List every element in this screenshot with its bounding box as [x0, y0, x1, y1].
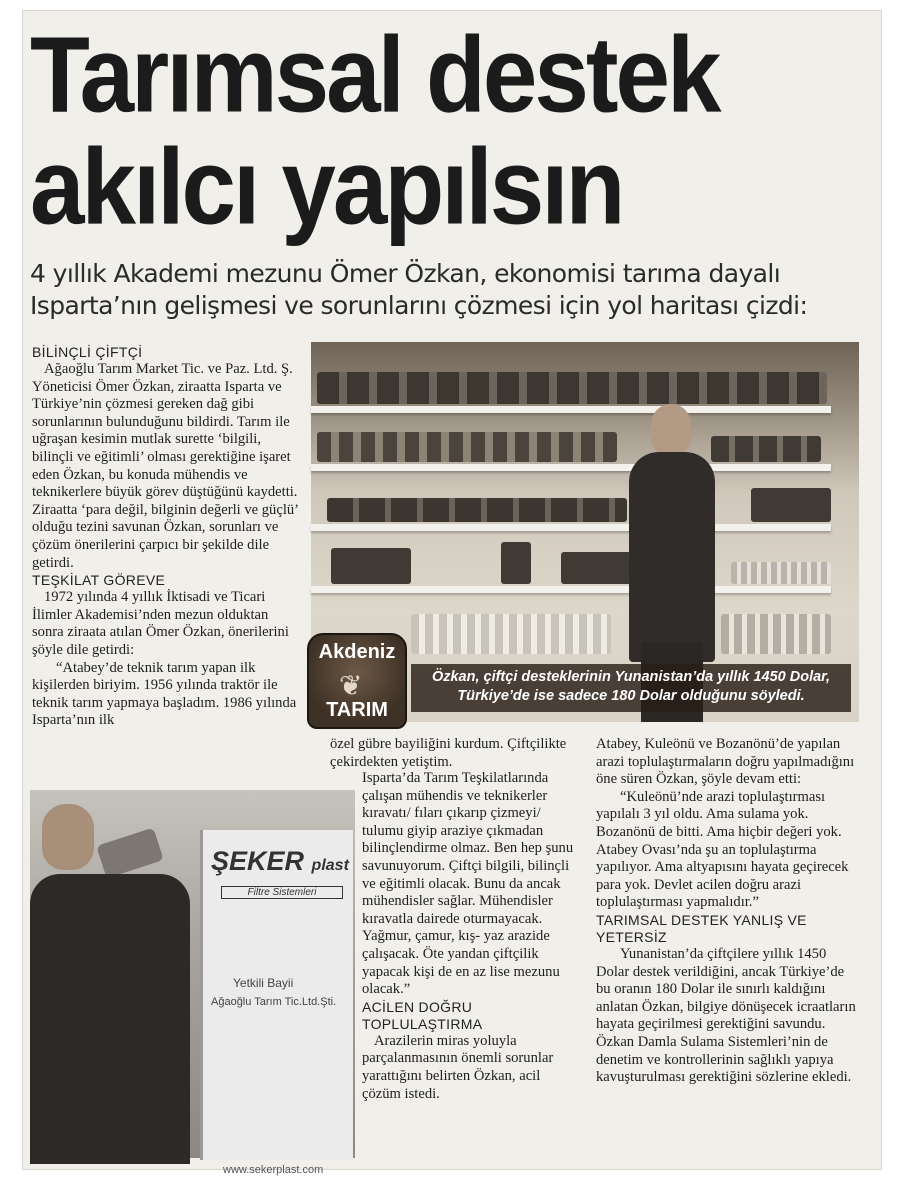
caption-line-1: Özkan, çiftçi desteklerinin Yunanistan’da yıllık 1450 Dolar,: [431, 669, 831, 685]
shelf: [311, 464, 831, 471]
caption-line-2: Türkiye’de ise sadece 180 Dolar olduğunu söyledi.: [457, 688, 805, 704]
quote-paragraph: “Atabey’de teknik tarım yapan ilk kişilerden biriyim. 1956 yılında traktör ile teknik tarım yapmaya başladım. 1986 yılında Isparta’nın ilk: [32, 659, 297, 729]
man-head: [42, 804, 94, 870]
man-suit: [30, 874, 190, 1164]
shelf: [311, 524, 831, 531]
product-row: [317, 432, 617, 462]
product-row: [327, 498, 627, 522]
section-heading-acilen-dogru: ACİLEN DOĞRU TOPLULAŞTIRMA: [362, 998, 483, 1032]
article-column-1: [32, 344, 300, 730]
product: [751, 488, 831, 522]
sign-dealer-name: Ağaoğlu Tarım Tic.Ltd.Şti.: [211, 996, 337, 1008]
product-row: [731, 562, 831, 584]
article-column-3: [596, 736, 858, 1087]
akdeniz-tarim-logo: [307, 633, 407, 729]
shelf: [311, 586, 831, 593]
product-row: [721, 614, 831, 654]
article-column-2: [330, 736, 580, 771]
sign-subtitle: Filtre Sistemleri: [221, 886, 343, 899]
paragraph: Yunanistan’da çiftçilere yıllık 1450 Dolar destek verildiğini, ancak Türkiye’de bu oranın 180 Dolar ile sınırlı kaldığını anlatan Özkan, bilgiye dönüşecek icraatların hayata geçirilmesi gerektiğini savundu. Özkan Damla Sulama Sistemleri’nin de denetim ve kontrollerinin sağlıklı yapıya kavuşturulması gerektiğini sözlerine ekledi.: [596, 945, 856, 1086]
headline-line-2: akılcı yapılsın: [30, 125, 623, 247]
shelf: [311, 406, 831, 413]
pipe-fitting: [96, 828, 164, 879]
sign-brand: [211, 846, 351, 877]
photo-caption: [411, 664, 851, 712]
product: [561, 552, 631, 584]
section-heading-teskilat-goreve: TEŞKİLAT GÖREVE: [32, 572, 166, 589]
paragraph: 1972 yılında 4 yıllık İktisadi ve Ticari İlimler Akademisi’nden mezun olduktan sonra ziraata atılan Ömer Özkan, önerilerini şöyle dile getirdi:: [32, 589, 289, 658]
section-heading-bilincli-ciftci: BİLİNÇLİ ÇİFTÇİ: [32, 344, 143, 360]
paragraph: Atabey, Kuleönü ve Bozanönü’de yapılan arazi toplulaştırmaların doğru yapılmadığını öne süren Özkan, şöyle devam etti:: [596, 736, 855, 788]
paragraph: Isparta’da Tarım Teşkilatlarında çalışan mühendis ve teknikerler kıravatı/ fıları çıkarıp çizmeyi/ tulumu giyip araziye çıkmadan bilinçlendirme olmaz. Ben hep şunu savunuyorum. Çiftçi bilgili, bilinçli ve eğitimli olacak. Bunu da ancak mühendisler sağlar. Mühendisler kıravatla dairede oturmayacak. Yağmur, çamur, kış- yaz arazide çalışacak. Öte yandan çiftçilik yapacak kişi de en az lise mezunu olacak.”: [362, 770, 574, 998]
man-head: [651, 404, 691, 456]
paragraph: özel gübre bayiliğini kurdum. Çiftçilikte çekirdekten yetiştim.: [330, 736, 567, 770]
man-suit: [629, 452, 715, 662]
quote-paragraph: “Kuleönü’nde arazi toplulaştırması yapılalı 3 yıl oldu. Ama sulama yok. Bozanönü de bitti. Ama hiçbir değeri yok. Atabey Ovası’nda şu an toplulaştırma yapılıyor. Ama altyapısını hayata geçirecek para yok. Devlet acilen doğru arazi toplulaştırması yapmalıdır.”: [596, 788, 849, 911]
sign-dealer-label: Yetkili Bayii: [233, 976, 294, 990]
product: [331, 548, 411, 584]
product-row: [711, 436, 821, 462]
product: [501, 542, 531, 584]
subheadline: [30, 258, 870, 322]
sign-website: www.sekerplast.com: [223, 1164, 324, 1176]
wheat-icon: ❦: [339, 670, 363, 701]
section-heading-tarimsal-destek: TARIMSAL DESTEK YANLIŞ VE YETERSİZ: [596, 911, 807, 945]
seker-plast-sign: [200, 830, 353, 1176]
sign-brand-main: ŞEKER: [211, 846, 305, 876]
subheadline-line-2: Isparta’nın gelişmesi ve sorunlarını çözmesi için yol haritası çizdi:: [30, 291, 808, 320]
owner-with-sign-photo: [30, 790, 355, 1176]
logo-top-text: Akdeniz: [318, 641, 396, 663]
article-column-2-continued: [362, 770, 582, 1103]
paragraph: Ağaoğlu Tarım Market Tic. ve Paz. Ltd. Ş. Yöneticisi Ömer Özkan, ziraatta Isparta ve Türkiye’nin çözmesi gereken dağ gibi sorunlarının bulunduğunu bildirdi. Tarım ile uğraşan kesimin mutlak surette ‘bilgili, bilinçli ve eğitimli’ olması gerektiğine işaret eden Özkan, bu konuda mühendis ve teknikerlere büyük görev düştüğünü kaydetti. Ziraatta ‘para değil, bilginin değerli ve güçlü’ olduğu tezini savunan Özkan, sorunları ve çözüm önerilerini çarpıcı bir şekilde dile getirdi.: [32, 361, 298, 571]
product-row: [317, 372, 827, 404]
headline-line-1: Tarımsal destek: [30, 13, 719, 135]
subheadline-line-1: 4 yıllık Akademi mezunu Ömer Özkan, ekonomisi tarıma dayalı: [30, 259, 781, 288]
headline: [30, 13, 870, 247]
logo-bottom-text: TARIM: [326, 699, 388, 721]
product-row: [411, 614, 611, 654]
sign-brand-small: plast: [311, 857, 349, 874]
paragraph: Arazilerin miras yoluyla parçalanmasının önemli sorunlar yarattığını belirten Özkan, acil çözüm istedi.: [362, 1032, 554, 1102]
